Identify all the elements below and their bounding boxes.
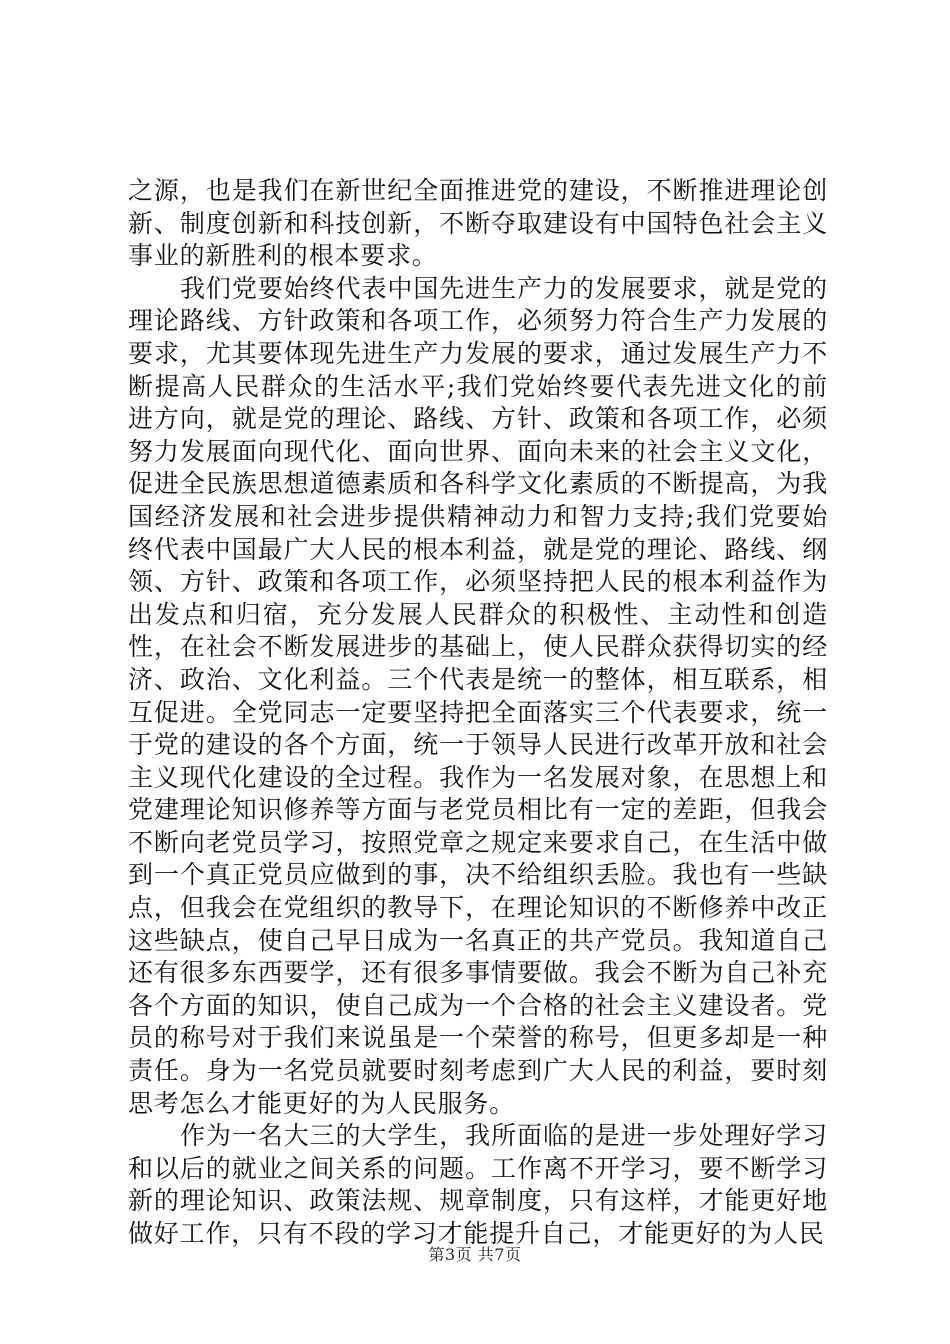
paragraph-2: 我们党要始终代表中国先进生产力的发展要求，就是党的理论路线、方针政策和各项工作，必须努力符合生产力发展的要求，尤其要体现先进生产力发展的要求，通过发展生产力不断提高人民群众的生活水平;我们党始终要代表先进文化的前进方向，就是党的理论、路线、方针、政策和各项工作，必须努力发展面向现代化、面向世界、面向未来的社会主义文化，促进全民族思想道德素质和各科学文化素质的不断提高，为我国经济发展和社会进步提供精神动力和智力支持;我们党要始终代表中国最广大人民的根本利益，就是党的理论、路线、纲领、方针、政策和各项工作，必须坚持把人民的根本利益作为出发点和归宿，充分发展人民群众的积极性、主动性和创造性，在社会不断发展进步的基础上，使人民群众获得切实的经济、政治、文化利益。三个代表是统一的整体，相互联系，相互促进。全党同志一定要坚持把全面落实三个代表要求，统一于党的建设的各个方面，统一于领导人民进行改革开放和社会主义现代化建设的全过程。我作为一名发展对象，在思想上和党建理论知识修养等方面与老党员相比有一定的差距，但我会不断向老党员学习，按照党章之规定来要求自己，在生活中做到一个真正党员应做到的事，决不给组织丢脸。我也有一些缺点，但我会在党组织的教导下，在理论知识的不断修养中改正这些缺点，使自己早日成为一名真正的共产党员。我知道自己还有很多东西要学，还有很多事情要做。我会不断为自己补充各个方面的知识，使自己成为一个合格的社会主义建设者。党员的称号对于我们来说虽是一个荣誉的称号，但更多却是一种责任。身为一名党员就要时刻考虑到广大人民的利益，要时刻思考怎么才能更好的为人民服务。 [128,273,828,1118]
paragraph-3: 作为一名大三的大学生，我所面临的是进一步处理好学习和以后的就业之间关系的问题。工作离不开学习，要不断学习新的理论知识、政策法规、规章制度，只有这样，才能更好地做好工作，只有不段的学习才能提升自己，才能更好的为人民 [128,1121,828,1248]
body-text [128,175,828,1251]
page-footer: 第3页 共7页 [428,1245,522,1264]
paragraph-1: 之源，也是我们在新世纪全面推进党的建设，不断推进理论创新、制度创新和科技创新，不断夺取建设有中国特色社会主义事业的新胜利的根本要求。 [128,176,828,271]
